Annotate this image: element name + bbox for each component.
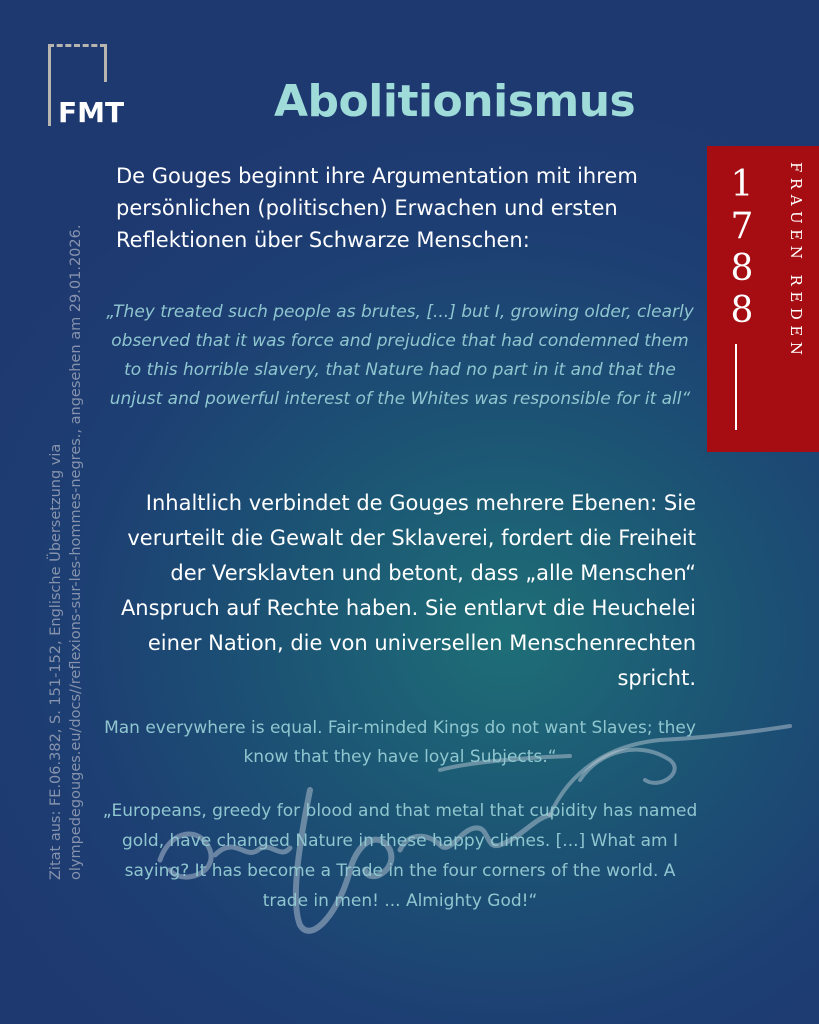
quote-europeans: „Europeans, greedy for blood and that metal that cupidity has named gold, have changed Nature in these happy climes. [...] What am I saying? It has become a Trade in the four corners of the world. A trade in men! ... Almighty God!“: [102, 801, 698, 911]
source-caption: [46, 140, 86, 880]
fmt-logo: [48, 44, 125, 129]
logo-bracket-right: [104, 44, 107, 82]
logo-bracket-top: [48, 44, 106, 47]
year-digit-1: 1: [730, 164, 754, 205]
year-label: [725, 164, 759, 332]
logo-bracket-left: [48, 44, 51, 126]
quote-equal: Man everywhere is equal. Fair-minded Kings do not want Slaves; they know that they have loyal Subjects.“: [104, 718, 696, 767]
series-badge: [707, 146, 819, 452]
year-digit-2: 7: [730, 206, 754, 247]
year-divider-line: [735, 344, 737, 430]
page-title: Abolitionismus: [274, 76, 636, 127]
content-paragraph: Inhaltlich verbindet de Gouges mehrere Ebenen: Sie verurteilt die Gewalt der Sklaverei, fordert die Freiheit der Versklavten und betont, dass „alle Menschen“ Anspruch auf Rechte haben. Sie entlarvt die Heuchelei einer Nation, die von universellen Menschenrechten spricht.: [120, 491, 696, 690]
quote-brutes: „They treated such people as brutes, [...] but I, growing older, clearly observed that it was force and prejudice that had condemned them to this horrible slavery, that Nature had no part in it and that the unjust and powerful interest of the Whites was responsible for it all“: [106, 302, 694, 409]
year-digit-3: 8: [730, 248, 754, 289]
source-caption-line-1: Zitat aus: FE.06.382, S. 151-152, Englische Übersetzung via: [48, 443, 64, 880]
intro-paragraph: De Gouges beginnt ihre Argumentation mit ihrem persönlichen (politischen) Erwachen und ersten Reflektionen über Schwarze Menschen:: [116, 164, 638, 252]
series-label: FRAUEN REDEN: [787, 162, 805, 361]
source-caption-line-2: olympedegouges.eu/docs//reflexions-sur-les-hommes-negres., angesehen am 29.01.2026.: [68, 224, 84, 880]
logo-text: FMT: [58, 96, 125, 129]
year-digit-4: 8: [730, 290, 754, 331]
